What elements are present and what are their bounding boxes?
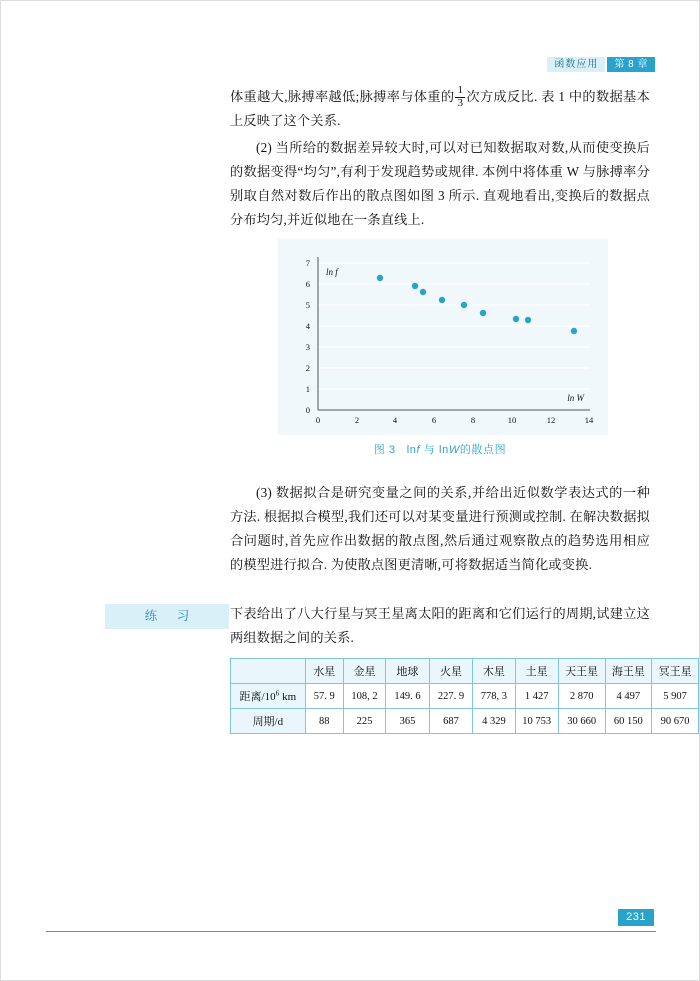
svg-text:3: 3 [305, 342, 310, 352]
figure-caption-mid: 与 ln [423, 444, 449, 456]
svg-text:8: 8 [470, 415, 476, 425]
table-cell: 108, 2 [343, 684, 385, 709]
table-cell: 365 [386, 709, 430, 734]
table-corner-cell [231, 659, 306, 684]
practice-section-tab: 练 习 [105, 604, 229, 629]
table-cell: 1 427 [515, 684, 558, 709]
table-cell: 30 660 [558, 709, 605, 734]
main-content [230, 85, 650, 235]
svg-text:0: 0 [305, 405, 310, 415]
header-chapter-badge: 第 8 章 [607, 57, 655, 72]
svg-text:1: 1 [305, 384, 310, 394]
table-cell: 4 329 [473, 709, 515, 734]
table-cell: 88 [305, 709, 343, 734]
paragraph-3: (3) 数据拟合是研究变量之间的关系,并给出近似数学表达式的一种方法. 根据拟合模型,我们还可以对某变量进行预测或控制. 在解决数据拟合问题时,首先应作出数据的散点图,然后通过观察散点的趋势选用相应的模型进行拟合. 为使散点图更清晰,可将数据适当简化或变换. [230, 485, 650, 572]
svg-text:6: 6 [431, 415, 437, 425]
table-cell: 687 [429, 709, 473, 734]
svg-text:5: 5 [305, 300, 310, 310]
figure-caption-suffix: 的散点图 [459, 444, 507, 456]
svg-text:10: 10 [507, 415, 517, 425]
chart-y-tick-labels [306, 258, 311, 415]
chart-y-axis-label: ln f [326, 267, 338, 277]
row-label-period: 周期/d [252, 716, 284, 728]
table-col-header: 海王星 [605, 659, 652, 684]
row-label-distance: 距离/10 [239, 691, 276, 703]
svg-text:4: 4 [392, 415, 398, 425]
header-section-label: 函数应用 [547, 57, 605, 72]
table-col-header: 天王星 [558, 659, 605, 684]
planet-data-table [230, 658, 699, 734]
practice-section-text-block [230, 602, 650, 653]
figure-caption-f: f [416, 444, 421, 456]
svg-text:0: 0 [315, 415, 321, 425]
chart-axes [318, 257, 590, 410]
table-cell: 5 907 [652, 684, 699, 709]
table-col-header: 火星 [429, 659, 473, 684]
table-row [231, 684, 699, 709]
row-label-unit: km [279, 691, 297, 703]
svg-text:4: 4 [305, 321, 310, 331]
figure-caption-w: W [448, 444, 460, 456]
scatter-plot-figure [278, 239, 608, 435]
figure-caption-prefix: 图 3 [373, 444, 396, 456]
fraction-numerator: 1 [457, 84, 464, 97]
table-row-header [231, 709, 306, 734]
table-cell: 149. 6 [386, 684, 430, 709]
table-cell: 778, 3 [473, 684, 515, 709]
table-cell: 60 150 [605, 709, 652, 734]
page-header [547, 57, 655, 72]
row-label-exponent: 6 [275, 688, 280, 698]
svg-text:7: 7 [305, 258, 310, 268]
table-cell: 90 670 [652, 709, 699, 734]
chart-x-tick-labels [316, 415, 594, 425]
table-col-header: 土星 [515, 659, 558, 684]
scatter-plot-svg [278, 239, 608, 435]
practice-text: 下表给出了八大行星与冥王星离太阳的距离和它们运行的周期,试建立这两组数据之间的关系. [230, 606, 650, 645]
svg-text:2: 2 [354, 415, 360, 425]
table-col-header: 金星 [343, 659, 385, 684]
table-cell: 57. 9 [305, 684, 343, 709]
table-col-header: 木星 [473, 659, 515, 684]
fraction-one-third [455, 85, 465, 109]
paragraph-2: (2) 当所给的数据差异较大时,可以对已知数据取对数,从而使变换后的数据变得“均匀”,有利于发现趋势或规律. 本例中将体重 W 与脉搏率分别取自然对数后作出的散点图如图 3 所示. 直观地看出,变换后的数据点分布均匀,并近似地在一条直线上. [230, 140, 650, 228]
svg-text:2: 2 [305, 363, 310, 373]
fraction-denominator: 3 [457, 96, 464, 109]
svg-text:6: 6 [305, 279, 310, 289]
paragraph-1 [230, 85, 650, 133]
footer-divider [46, 931, 656, 932]
paragraph-1-text-a: 体重越大,脉搏率越低;脉搏率与体重的 [230, 89, 455, 104]
figure-caption [230, 441, 650, 457]
paragraph-1-text-b: 次方成反比. 表 1 中的数据基本上反映了这个关系. [230, 89, 650, 129]
main-content-lower [230, 481, 650, 580]
table-row-header [231, 684, 306, 709]
table-cell: 10 753 [515, 709, 558, 734]
table-row [231, 709, 699, 734]
table-col-header: 地球 [386, 659, 430, 684]
figure-caption-lnf-text: ln [406, 444, 417, 456]
page-number: 231 [618, 909, 654, 926]
table-col-header: 水星 [305, 659, 343, 684]
svg-text:12: 12 [546, 415, 556, 425]
table-cell: 227. 9 [429, 684, 473, 709]
table-cell: 4 497 [605, 684, 652, 709]
table-header-row [231, 659, 699, 684]
table-cell: 2 870 [558, 684, 605, 709]
table-col-header: 冥王星 [652, 659, 699, 684]
chart-x-axis-label: ln W [567, 393, 584, 403]
chart-gridlines [318, 263, 590, 389]
table-cell: 225 [343, 709, 385, 734]
svg-text:14: 14 [584, 415, 594, 425]
